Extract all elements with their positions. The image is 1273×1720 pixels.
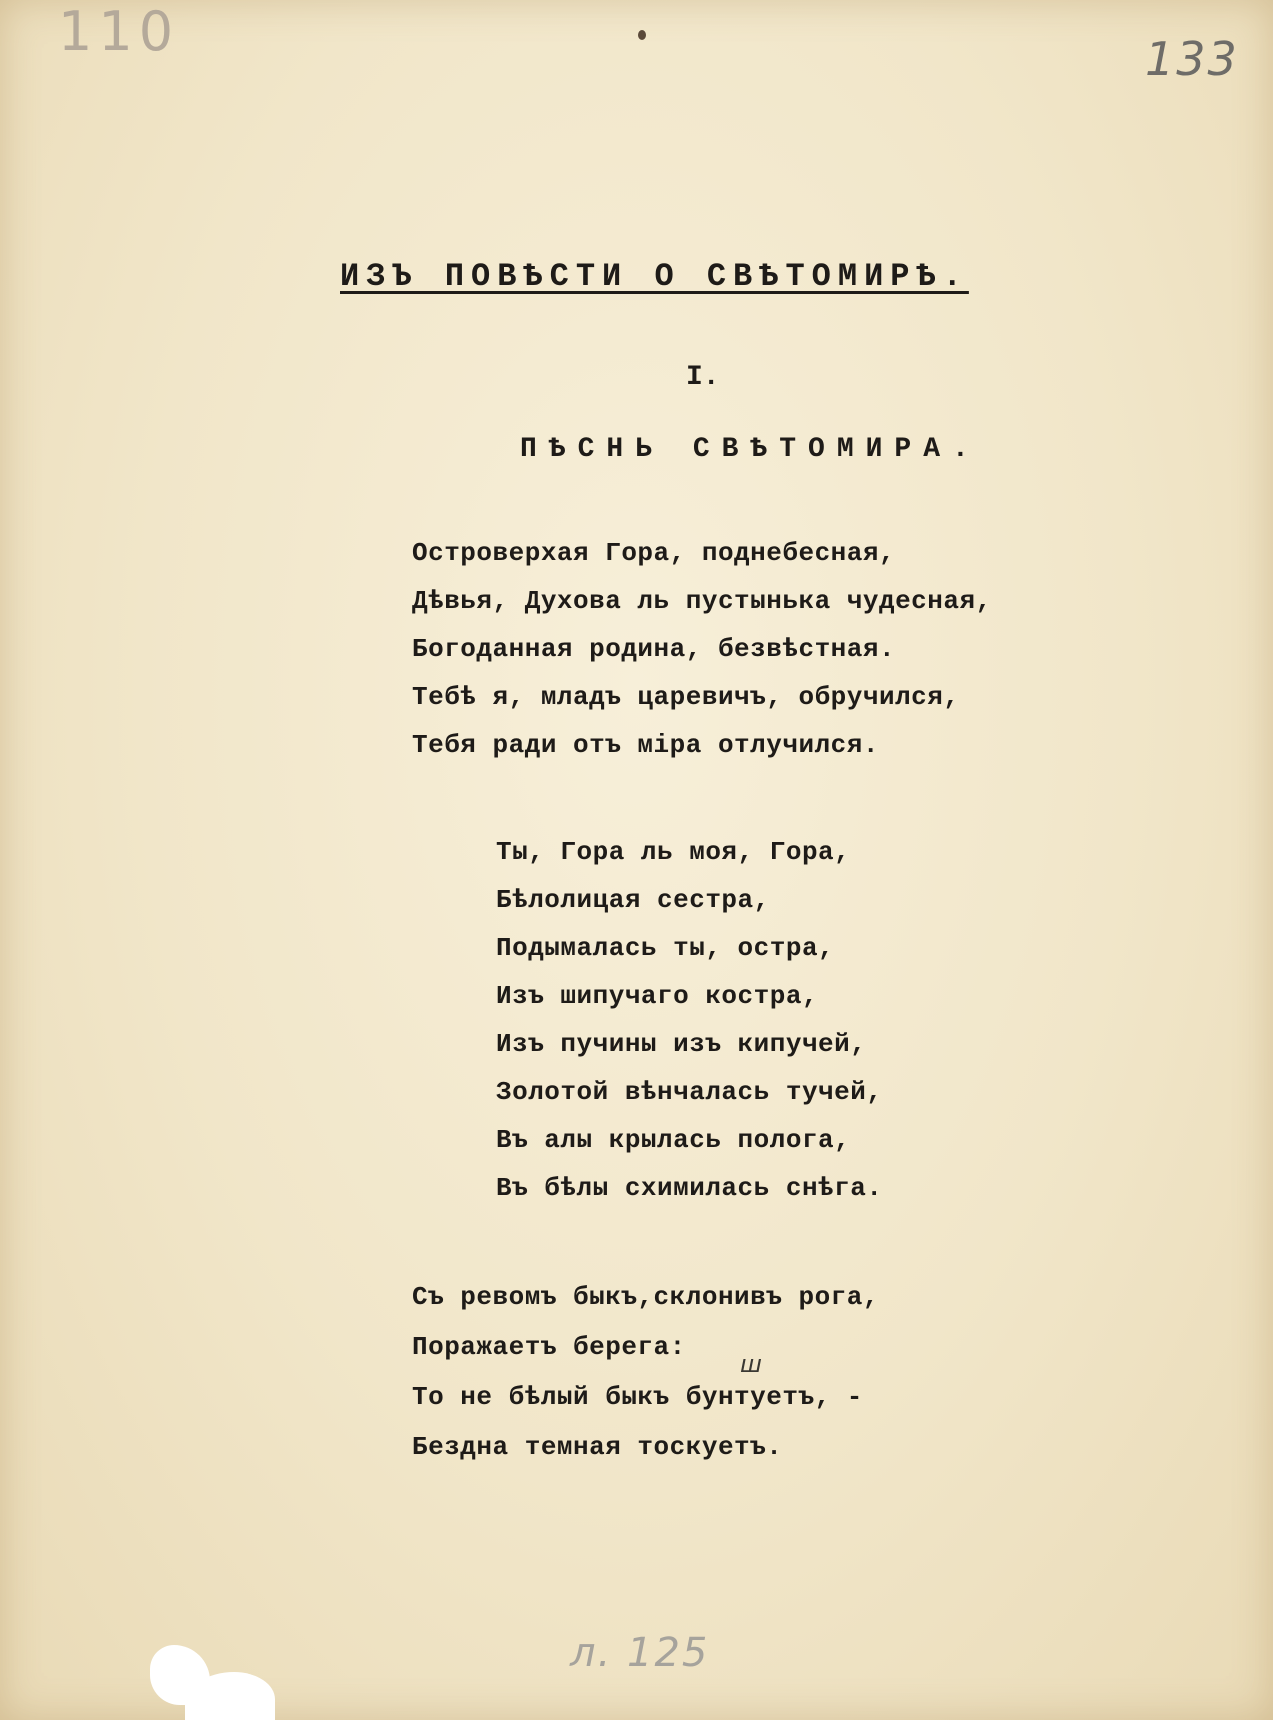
poem-line: Изъ шипучаго костра, [496,981,819,1011]
poem-line: Въ алы крылась пологa, [496,1125,851,1155]
stanza-3 [412,1272,879,1472]
document-title: ИЗЪ ПОВѢСТИ О СВѢТОМИРѢ. [340,258,969,295]
poem-line: Бездна темная тоскуетъ. [412,1432,783,1462]
poem-line: Въ бѣлы схимилась снѣга. [496,1173,883,1203]
poem-title: ПѢСНЬ СВѢТОМИРА. [520,434,981,465]
page-number-handwritten: 133 [1145,32,1239,86]
archive-mark-top-left: 110 [58,0,180,63]
poem-line: Поражаетъ берега: [412,1332,686,1362]
archive-folio-mark: л. 125 [570,1630,710,1676]
ink-dot [638,30,646,40]
poem-line: Тебѣ я, младъ царевичъ, обручился, [412,682,960,712]
poem-line: Островерхая Гора, поднебесная, [412,538,896,568]
poem-line: Съ ревомъ быкъ,склонивъ рога, [412,1282,879,1312]
poem-line: Дѣвья, Духова ль пустынька чудесная, [412,586,992,616]
poem-line: Ты, Гора ль моя, Гора, [496,837,851,867]
poem-line: Золотой вѣнчалась тучей, [496,1077,883,1107]
poem-line: То не бѣлый быкъ бунтуетъ, - [412,1382,863,1412]
poem-line: Тебя ради отъ міра отлучился. [412,730,879,760]
poem-line: Богоданная родина, безвѣстная. [412,634,896,664]
poem-line: Изъ пучины изъ кипучей, [496,1029,867,1059]
stanza-1 [412,529,992,769]
section-number: I. [686,362,720,393]
poem-line: Бѣлолицая сестра, [496,885,770,915]
poem-line: Подымалась ты, остра, [496,933,835,963]
handwritten-correction: ш [740,1350,762,1378]
stanza-2 [496,828,882,1212]
